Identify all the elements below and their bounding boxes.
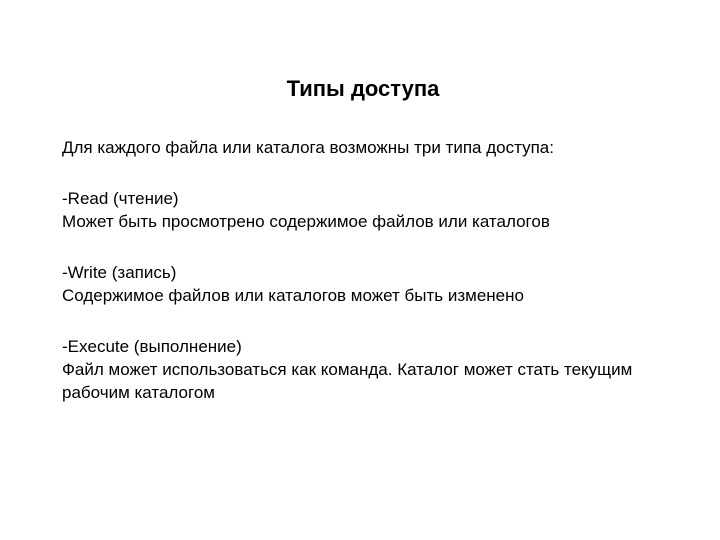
access-type-description: Файл может использоваться как команда. Каталог может стать текущим рабочим каталогом	[62, 360, 633, 402]
intro-text: Для каждого файла или каталога возможны три типа доступа:	[62, 138, 554, 157]
access-type-read	[62, 187, 682, 233]
access-type-write	[62, 261, 682, 307]
access-type-description: Может быть просмотрено содержимое файлов или каталогов	[62, 212, 550, 231]
slide-body	[62, 136, 682, 432]
access-type-heading: -Execute (выполнение)	[62, 337, 242, 356]
access-type-description: Содержимое файлов или каталогов может быть изменено	[62, 286, 524, 305]
access-type-execute	[62, 335, 682, 404]
access-type-heading: -Read (чтение)	[62, 189, 179, 208]
slide-title: Типы доступа	[286, 76, 440, 101]
access-type-heading: -Write (запись)	[62, 263, 177, 282]
